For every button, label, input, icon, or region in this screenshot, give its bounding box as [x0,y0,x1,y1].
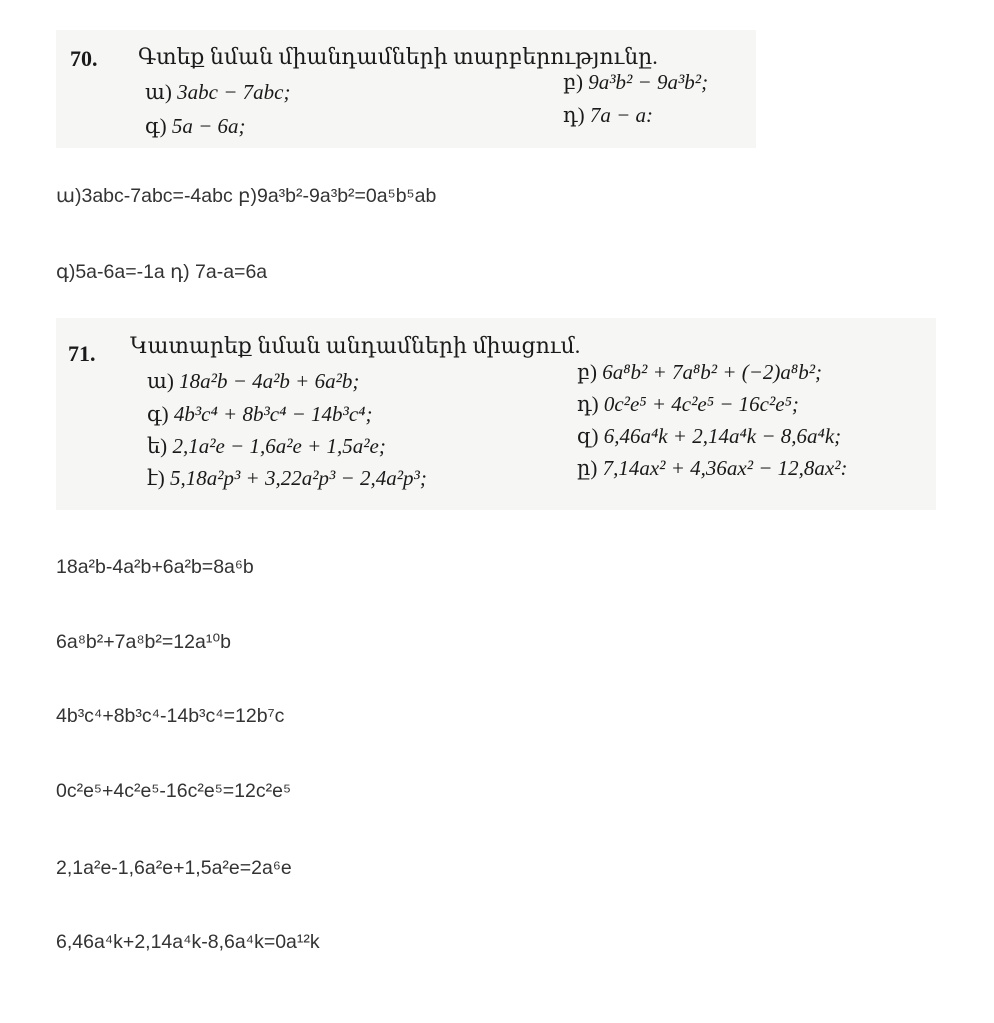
problem-71-item-e [147,434,386,459]
item-label: ա) [147,369,174,393]
item-expression: 2,1a²e − 1,6a²e + 1,5a²e; [172,434,386,458]
item-label: բ) [577,360,597,384]
problem-71-item-f [577,424,841,449]
problem-70-number: 70. [70,46,98,71]
item-expression: 7a − a: [589,103,654,127]
problem-70-title: Գտեք նման միանդամների տարբերությունը. [138,44,658,69]
item-expression: 3abc − 7abc; [177,80,291,104]
problem-71-number: 71. [68,341,96,366]
item-label: ե) [147,434,168,458]
item-label: զ) [577,424,599,448]
problem-71-item-h [577,456,848,481]
problem-71-item-a [147,369,359,394]
answer-70-line-2: գ)5a-6a=-1a դ) 7a-a=6a [56,261,268,283]
item-label: գ) [145,114,167,138]
problem-71-item-b [577,360,822,385]
item-label: ա) [145,80,172,104]
problem-71-item-g [147,466,427,491]
answer-71-line-5: 2,1a²e-1,6a²e+1,5a²e=2a⁶e [56,857,292,879]
item-label: դ) [577,392,599,416]
item-expression: 5a − 6a; [171,114,246,138]
answer-70-line-1: ա)3abc-7abc=-4abc բ)9a³b²-9a³b²=0a⁵b⁵ab [56,185,437,207]
answer-71-line-6: 6,46a⁴k+2,14a⁴k-8,6a⁴k=0a¹²k [56,931,320,953]
item-expression: 18a²b − 4a²b + 6a²b; [179,369,360,393]
problem-71-item-d [577,392,799,417]
item-expression: 6,46a⁴k + 2,14a⁴k − 8,6a⁴k; [603,424,842,448]
problem-70-item-d [563,103,653,128]
item-expression: 7,14ax² + 4,36ax² − 12,8ax²: [602,456,848,480]
item-label: է) [147,466,165,490]
problem-70-item-c [145,114,246,139]
item-expression: 5,18a²p³ + 3,22a²p³ − 2,4a²p³; [169,466,427,490]
problem-70-item-b [563,70,708,95]
item-expression: 9a³b² − 9a³b²; [588,70,709,94]
item-expression: 6a⁸b² + 7a⁸b² + (−2)a⁸b²; [602,360,823,384]
answer-71-line-1: 18a²b-4a²b+6a²b=8a⁶b [56,556,254,578]
problem-71-item-c [147,402,372,427]
item-label: ը) [577,456,598,480]
answer-71-line-2: 6a⁸b²+7a⁸b²=12a¹⁰b [56,631,231,653]
item-expression: 0c²e⁵ + 4c²e⁵ − 16c²e⁵; [603,392,799,416]
item-label: բ) [563,70,583,94]
answer-71-line-3: 4b³c⁴+8b³c⁴-14b³c⁴=12b⁷c [56,705,285,727]
item-expression: 4b³c⁴ + 8b³c⁴ − 14b³c⁴; [173,402,373,426]
item-label: գ) [147,402,169,426]
item-label: դ) [563,103,585,127]
answer-71-line-4: 0c²e⁵+4c²e⁵-16c²e⁵=12c²e⁵ [56,780,292,802]
problem-70-item-a [145,80,290,105]
problem-71-title: Կատարեք նման անդամների միացում. [130,333,581,358]
